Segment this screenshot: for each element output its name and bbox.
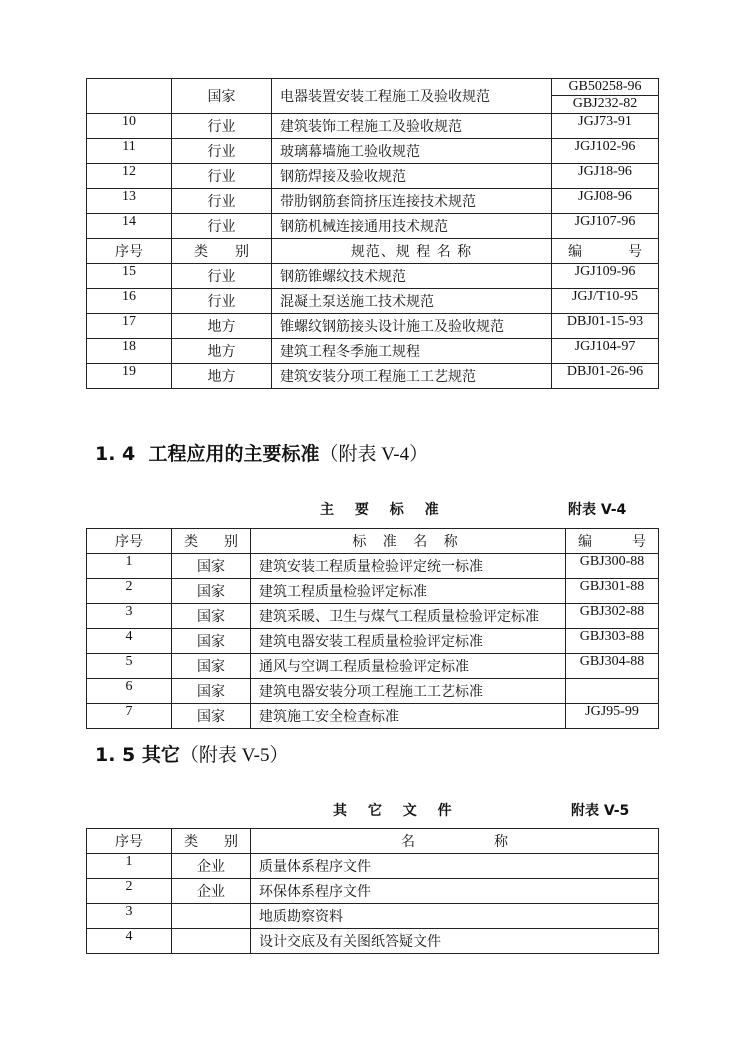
- row-title: 质量体系程序文件: [251, 854, 659, 879]
- table-row: [87, 189, 659, 214]
- header-category: 类 别: [172, 829, 251, 854]
- row-category: 地方: [172, 339, 272, 364]
- row-code: JGJ104-97: [552, 339, 659, 364]
- table-row: [87, 629, 659, 654]
- table-row: [87, 704, 659, 729]
- row-number: 3: [87, 604, 172, 629]
- row-number: 13: [87, 189, 172, 214]
- row-number: 17: [87, 314, 172, 339]
- row-code: JGJ95-99: [566, 704, 659, 729]
- row-code: JGJ109-96: [552, 264, 659, 289]
- row-category: 地方: [172, 364, 272, 389]
- row-code: JGJ73-91: [552, 114, 659, 139]
- row-title: 带肋钢筋套筒挤压连接技术规范: [272, 189, 552, 214]
- row-title: 建筑采暖、卫生与煤气工程质量检验评定标准: [251, 604, 566, 629]
- row-number: 19: [87, 364, 172, 389]
- row-code: GBJ232-82: [552, 96, 659, 114]
- table-row: [87, 654, 659, 679]
- row-number: 10: [87, 114, 172, 139]
- table-row: [87, 139, 659, 164]
- row-title: 设计交底及有关图纸答疑文件: [251, 929, 659, 954]
- row-title: 通风与空调工程质量检验评定标准: [251, 654, 566, 679]
- row-category: 国家: [172, 579, 251, 604]
- row-title: 环保体系程序文件: [251, 879, 659, 904]
- row-code: JGJ107-96: [552, 214, 659, 239]
- row-category: 国家: [172, 704, 251, 729]
- table-row: [87, 679, 659, 704]
- table-row: [87, 604, 659, 629]
- header-code: 编 号: [566, 529, 659, 554]
- row-number: 16: [87, 289, 172, 314]
- row-title: 地质勘察资料: [251, 904, 659, 929]
- row-title: 玻璃幕墙施工验收规范: [272, 139, 552, 164]
- row-number: 1: [87, 554, 172, 579]
- row-category: 行业: [172, 139, 272, 164]
- row-title: 建筑安装工程质量检验评定统一标准: [251, 554, 566, 579]
- row-code: GBJ302-88: [566, 604, 659, 629]
- row-category: 行业: [172, 214, 272, 239]
- row-number: 15: [87, 264, 172, 289]
- table-row: [87, 314, 659, 339]
- table-row: [87, 579, 659, 604]
- row-title: 混凝土泵送施工技术规范: [272, 289, 552, 314]
- table-header-row: [87, 529, 659, 554]
- row-category: 国家: [172, 604, 251, 629]
- row-code: DBJ01-15-93: [552, 314, 659, 339]
- table-row: [87, 929, 659, 954]
- header-title: 规范、规 程 名 称: [272, 239, 552, 264]
- table-row: [87, 854, 659, 879]
- row-category: 行业: [172, 114, 272, 139]
- row-category: 企业: [172, 854, 251, 879]
- row-code: GBJ303-88: [566, 629, 659, 654]
- row-title: 建筑电器安装分项工程施工工艺标准: [251, 679, 566, 704]
- table-row: [87, 214, 659, 239]
- table-header-row: [87, 829, 659, 854]
- row-number: 1: [87, 854, 172, 879]
- table-row: [87, 879, 659, 904]
- header-category: 类 别: [172, 239, 272, 264]
- row-code: GBJ300-88: [566, 554, 659, 579]
- section-title-1-4: 1. 4 工程应用的主要标准（附表 V-4）: [95, 443, 429, 465]
- main-standards-table: [86, 528, 659, 729]
- row-code: JGJ08-96: [552, 189, 659, 214]
- row-code: JGJ18-96: [552, 164, 659, 189]
- row-title: 建筑施工安全检查标准: [251, 704, 566, 729]
- row-number: 2: [87, 879, 172, 904]
- row-number: 7: [87, 704, 172, 729]
- row-title: 建筑装饰工程施工及验收规范: [272, 114, 552, 139]
- header-number: 序号: [87, 239, 172, 264]
- header-code: 编 号: [552, 239, 659, 264]
- row-number: 12: [87, 164, 172, 189]
- row-code: GBJ304-88: [566, 654, 659, 679]
- section-title-1-5: 1. 5 其它（附表 V-5）: [95, 744, 289, 766]
- row-title: 建筑安装分项工程施工工艺规范: [272, 364, 552, 389]
- table-row: [87, 79, 659, 96]
- header-number: 序号: [87, 829, 172, 854]
- row-category: 企业: [172, 879, 251, 904]
- row-category: 国家: [172, 554, 251, 579]
- row-code: [566, 679, 659, 704]
- table-row: [87, 339, 659, 364]
- row-title: 钢筋锥螺纹技术规范: [272, 264, 552, 289]
- row-category: [172, 929, 251, 954]
- row-number: 5: [87, 654, 172, 679]
- table-row: [87, 554, 659, 579]
- table-row: [87, 114, 659, 139]
- row-category: 行业: [172, 189, 272, 214]
- row-category: 国家: [172, 679, 251, 704]
- table-row: [87, 264, 659, 289]
- row-number: 4: [87, 929, 172, 954]
- header-number: 序号: [87, 529, 172, 554]
- row-category: 行业: [172, 164, 272, 189]
- table-caption: 其 它 文 件: [333, 803, 460, 819]
- row-category: 行业: [172, 289, 272, 314]
- row-category: [172, 904, 251, 929]
- header-title: 标 准 名 称: [251, 529, 566, 554]
- row-number: 11: [87, 139, 172, 164]
- table-header-row: [87, 239, 659, 264]
- row-category: 国家: [172, 654, 251, 679]
- row-number: 4: [87, 629, 172, 654]
- row-number: 6: [87, 679, 172, 704]
- table-caption-ref: 附表 V-5: [571, 803, 630, 819]
- table-caption-ref: 附表 V-4: [568, 502, 627, 518]
- row-code: DBJ01-26-96: [552, 364, 659, 389]
- row-code: JGJ/T10-95: [552, 289, 659, 314]
- row-number: 14: [87, 214, 172, 239]
- header-title: 名 称: [251, 829, 659, 854]
- header-category: 类 别: [172, 529, 251, 554]
- table-row: [87, 904, 659, 929]
- row-title: 钢筋焊接及验收规范: [272, 164, 552, 189]
- row-title: 建筑电器安装工程质量检验评定标准: [251, 629, 566, 654]
- row-category: 国家: [172, 79, 272, 114]
- row-category: 行业: [172, 264, 272, 289]
- row-title: 钢筋机械连接通用技术规范: [272, 214, 552, 239]
- other-documents-table: [86, 828, 659, 954]
- row-code: GBJ301-88: [566, 579, 659, 604]
- row-title: 锥螺纹钢筋接头设计施工及验收规范: [272, 314, 552, 339]
- table-caption: 主 要 标 准: [320, 502, 447, 518]
- table-row: [87, 164, 659, 189]
- row-title: 建筑工程质量检验评定标准: [251, 579, 566, 604]
- table-row: [87, 289, 659, 314]
- row-number: [87, 79, 172, 114]
- row-title: 建筑工程冬季施工规程: [272, 339, 552, 364]
- standards-table-continued: [86, 78, 659, 389]
- row-title: 电器装置安装工程施工及验收规范: [272, 79, 552, 114]
- row-category: 地方: [172, 314, 272, 339]
- row-code: JGJ102-96: [552, 139, 659, 164]
- row-number: 3: [87, 904, 172, 929]
- row-number: 18: [87, 339, 172, 364]
- row-number: 2: [87, 579, 172, 604]
- row-category: 国家: [172, 629, 251, 654]
- table-row: [87, 364, 659, 389]
- row-code: GB50258-96: [552, 79, 659, 96]
